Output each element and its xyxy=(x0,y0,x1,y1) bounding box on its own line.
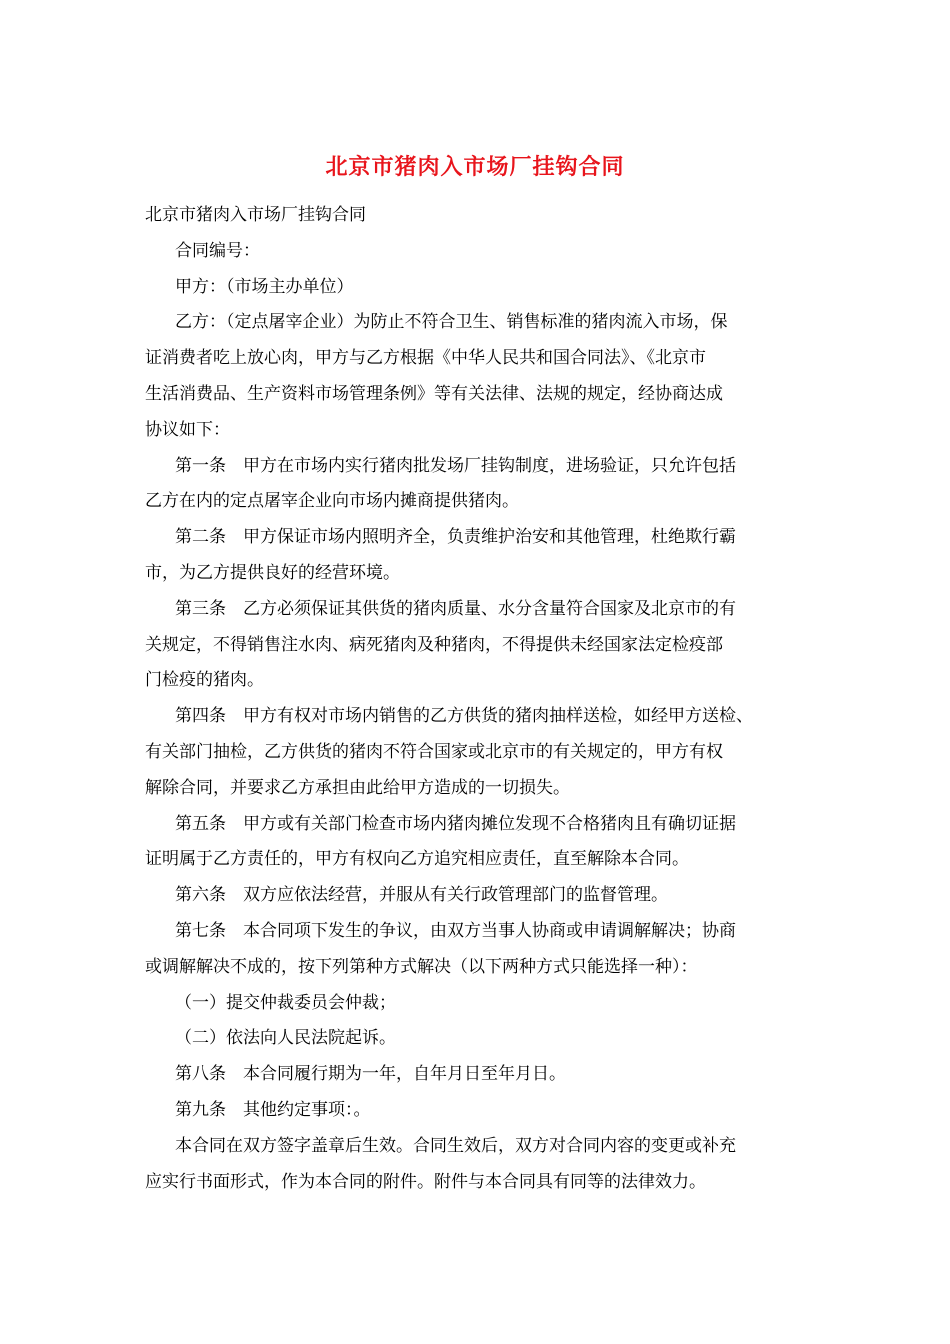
body-line: 北京市猪肉入市场厂挂钩合同 xyxy=(145,205,366,225)
contract-number-line: 合同编号： xyxy=(175,240,260,261)
body-line: 解除合同，并要求乙方承担由此给甲方造成的一切损失。 xyxy=(145,777,570,798)
body-line: 有关部门抽检，乙方供货的猪肉不符合国家或北京市的有关规定的，甲方有权 xyxy=(145,741,723,762)
body-line: 证消费者吃上放心肉，甲方与乙方根据《中华人民共和国合同法》、《北京市 xyxy=(145,348,706,369)
article-line: 第九条 其他约定事项：。 xyxy=(175,1099,371,1120)
article-line: 第四条 甲方有权对市场内销售的乙方供货的猪肉抽样送检，如经甲方送检、 xyxy=(175,706,753,727)
body-line: 本合同在双方签字盖章后生效。合同生效后，双方对合同内容的变更或补充 xyxy=(175,1135,736,1156)
body-line: 应实行书面形式，作为本合同的附件。附件与本合同具有同等的法律效力。 xyxy=(145,1171,706,1192)
document-title: 北京市猪肉入市场厂挂钩合同 xyxy=(325,154,625,180)
body-line: 关规定，不得销售注水肉、病死猪肉及种猪肉，不得提供未经国家法定检疫部 xyxy=(145,634,723,655)
article-line: 第五条 甲方或有关部门检查市场内猪肉摊位发现不合格猪肉且有确切证据 xyxy=(175,813,736,834)
option-line: （一）提交仲裁委员会仲裁； xyxy=(175,992,396,1013)
body-line: 乙方在内的定点屠宰企业向市场内摊商提供猪肉。 xyxy=(145,491,519,512)
body-line: 证明属于乙方责任的，甲方有权向乙方追究相应责任，直至解除本合同。 xyxy=(145,849,689,870)
document-body xyxy=(145,198,825,1200)
article-line: 第二条 甲方保证市场内照明齐全，负责维护治安和其他管理，杜绝欺行霸 xyxy=(175,527,736,548)
article-line: 第一条 甲方在市场内实行猪肉批发场厂挂钩制度，进场验证，只允许包括 xyxy=(175,455,736,476)
body-line: 市，为乙方提供良好的经营环境。 xyxy=(145,562,400,583)
option-line: （二）依法向人民法院起诉。 xyxy=(175,1028,396,1049)
party-a-line: 甲方：（市场主办单位） xyxy=(175,276,354,297)
body-line: 生活消费品、生产资料市场管理条例》等有关法律、法规的规定，经协商达成 xyxy=(145,383,723,404)
article-line: 第七条 本合同项下发生的争议，由双方当事人协商或申请调解解决；协商 xyxy=(175,920,736,941)
body-line: 协议如下： xyxy=(145,419,230,440)
body-line: 乙方：（定点屠宰企业）为防止不符合卫生、销售标准的猪肉流入市场，保 xyxy=(175,312,728,333)
body-line: 门检疫的猪肉。 xyxy=(145,670,264,691)
article-line: 第三条 乙方必须保证其供货的猪肉质量、水分含量符合国家及北京市的有 xyxy=(175,598,736,619)
body-line: 或调解解决不成的，按下列第种方式解决（以下两种方式只能选择一种）： xyxy=(145,956,698,977)
article-line: 第六条 双方应依法经营，并服从有关行政管理部门的监督管理。 xyxy=(175,885,668,906)
article-line: 第八条 本合同履行期为一年，自年月日至年月日。 xyxy=(175,1064,566,1085)
